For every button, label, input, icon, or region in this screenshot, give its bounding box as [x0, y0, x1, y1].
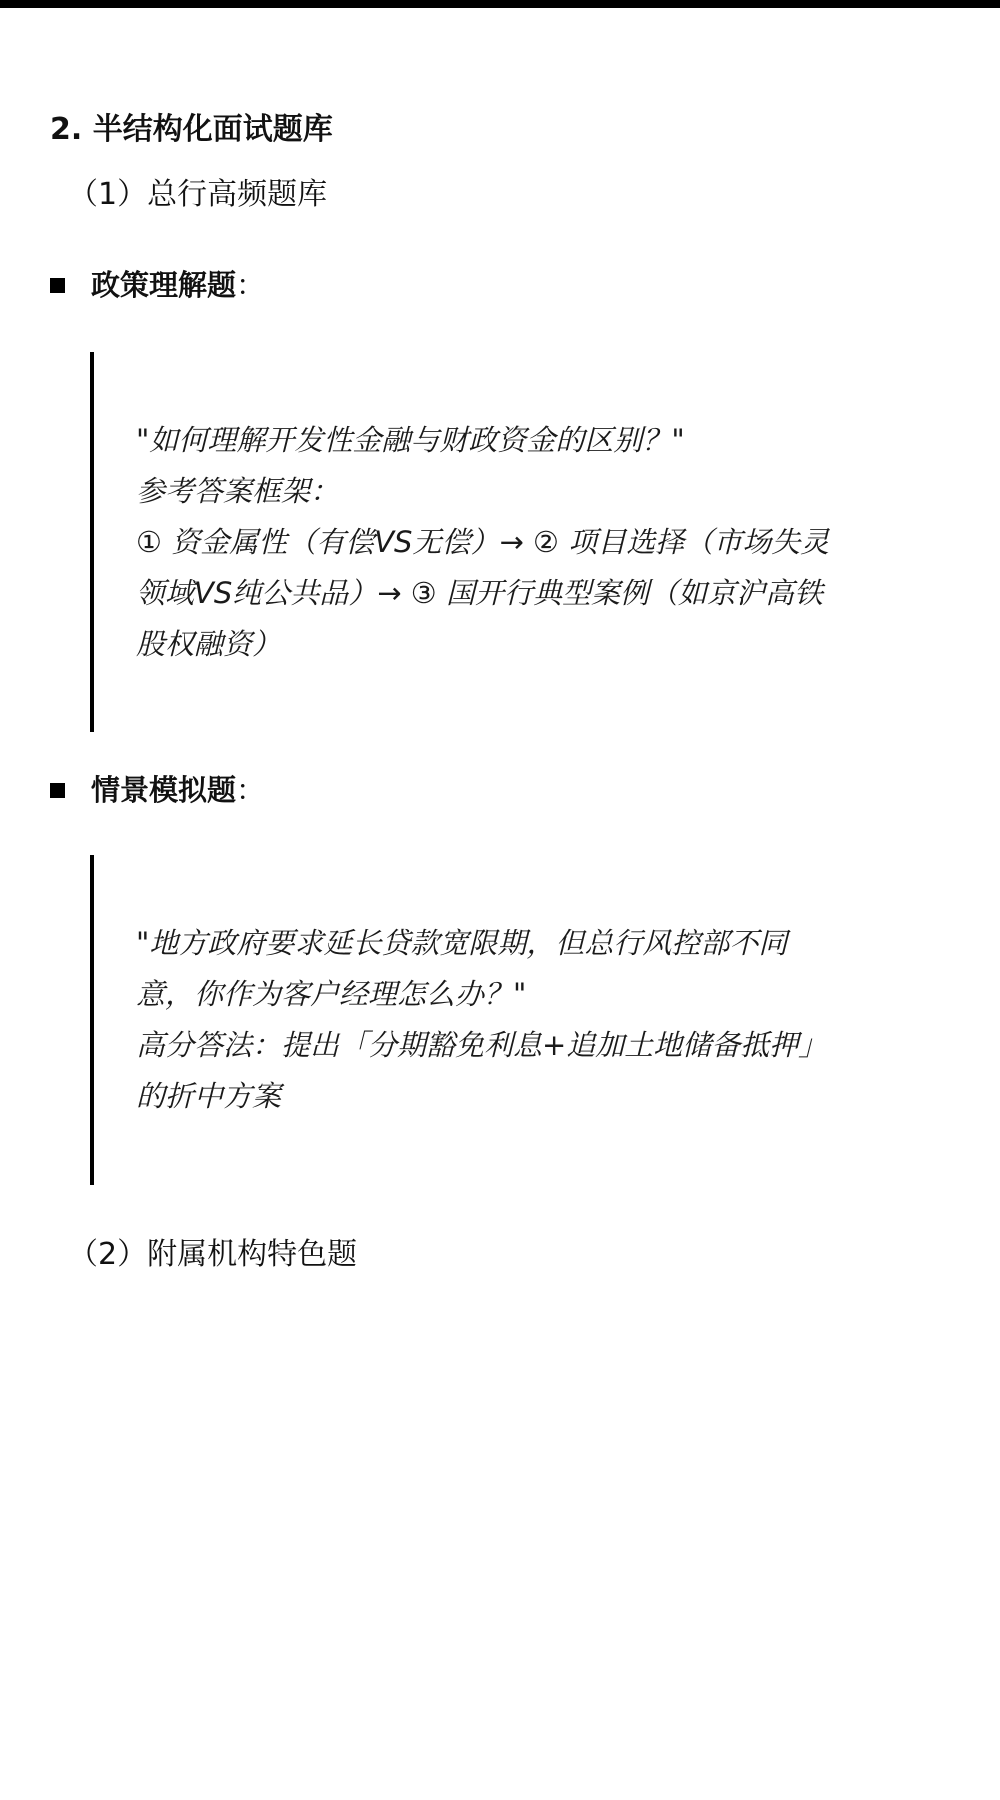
blockquote-body [136, 415, 916, 670]
quote-line: "如何理解开发性金融与财政资金的区别？" [136, 423, 685, 457]
subsection-heading-1: （1）总行高频题库 [68, 177, 328, 212]
blockquote-scenario [90, 855, 920, 1185]
quote-line: ① 资金属性（有偿VS无偿）→ ② 项目选择（市场失灵 [136, 525, 830, 559]
bullet-item-scenario [50, 770, 265, 810]
section-heading: 2. 半结构化面试题库 [50, 112, 333, 147]
top-border [0, 0, 1000, 8]
blockquote-policy [90, 352, 920, 732]
quote-line: 意，你作为客户经理怎么办？" [136, 977, 527, 1011]
subsection-heading-2: （2）附属机构特色题 [68, 1237, 358, 1272]
bullet-square-icon [50, 278, 65, 293]
bullet-label: 情景模拟题 [91, 773, 237, 807]
quote-line: 的折中方案 [136, 1079, 282, 1113]
quote-line: 股权融资） [136, 627, 282, 661]
quote-line: 参考答案框架： [136, 474, 340, 508]
bullet-item-policy [50, 265, 265, 305]
bullet-square-icon [50, 783, 65, 798]
quote-line: 高分答法：提出「分期豁免利息+追加土地储备抵押」 [136, 1028, 828, 1062]
quote-line: 领域VS纯公共品）→ ③ 国开行典型案例（如京沪高铁 [136, 576, 823, 610]
bullet-colon: ： [236, 268, 266, 302]
blockquote-body [136, 918, 916, 1122]
bullet-label: 政策理解题 [91, 268, 237, 302]
bullet-colon: ： [236, 773, 266, 807]
quote-line: "地方政府要求延长贷款宽限期，但总行风控部不同 [136, 926, 788, 960]
